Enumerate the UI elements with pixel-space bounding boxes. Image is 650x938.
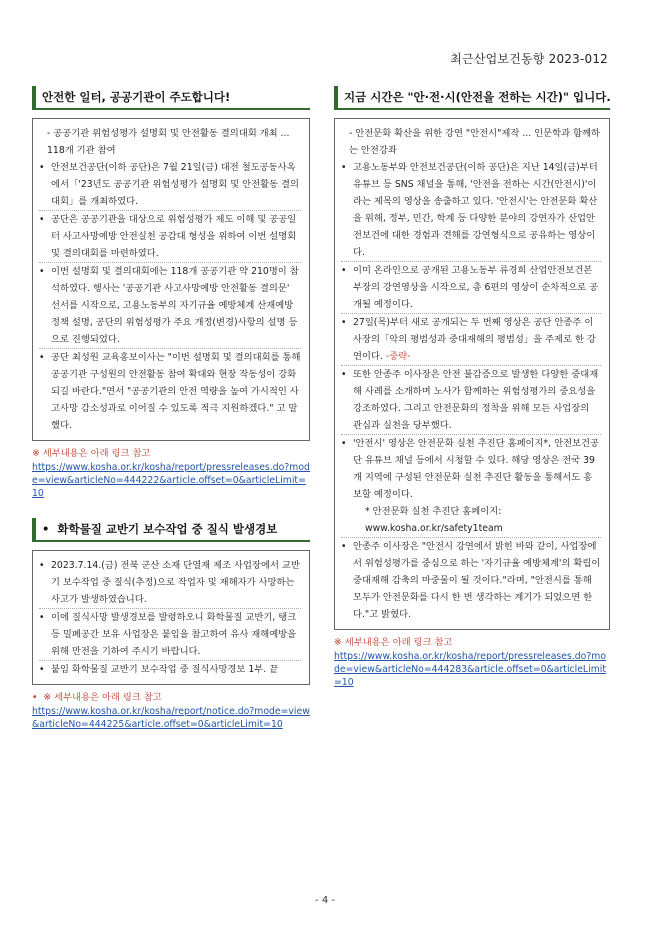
- list-item: • 이에 질식사망 발생경보를 발령하오니 화학물질 교반기, 탱크 등 밀폐공간 보유 사업장은 붙임을 참고하여 유사 재해예방을 위해 만전을 기하여 주시기 바랍니다.: [39, 608, 301, 660]
- press-release-link[interactable]: https://www.kosha.or.kr/kosha/report/pressreleases.do?mode=view&articleNo=444283&article.offset=0&articleLimit=10: [334, 651, 607, 688]
- article-box-safety-talk: [334, 118, 610, 630]
- footnote-url: www.kosha.or.kr/safety1team: [365, 523, 503, 534]
- article-box-public-safety: [32, 118, 310, 441]
- bullet-icon: •: [39, 214, 45, 225]
- bullet-icon: •: [42, 522, 50, 536]
- bullet-icon: •: [341, 369, 347, 380]
- bullet-icon: •: [32, 692, 38, 703]
- list-item: • 27일(목)부터 새로 공개되는 두 번째 영상은 공단 안종주 이사장의「악의 평범성과 중대재해의 평범성」을 주제로 한 강연이다. -중략-: [341, 313, 601, 365]
- notice-link[interactable]: https://www.kosha.or.kr/kosha/report/notice.do?mode=view&articleNo=444225&article.offset=0&articleLimit=10: [32, 706, 310, 730]
- page-number: - 4 -: [315, 895, 335, 906]
- list-item: • 고용노동부와 안전보건공단(이하 공단)은 지난 14일(금)부터 유튜브 등 SNS 채널을 통해, '안전을 전하는 시간(안전시)'이라는 제목의 영상을 송출하고 있다. '안전시'는 안전문화 확산을 위해, 정부, 민간, 학계 등 다양한 분야의 강연자가 산업안전보건에 대한 경험과 견해를 강연형식으로 공유하는 영상이다.: [341, 159, 601, 261]
- omitted-marker: -중략-: [385, 351, 411, 362]
- detail-note: ※ 세부내용은 아래 링크 참고: [334, 637, 453, 648]
- list-item: • 공단은 공공기관을 대상으로 위험성평가 제도 이해 및 공공일터 사고사망예방 안전실천 공감대 형성을 위하여 이번 설명회 및 결의대회를 마련하였다.: [39, 210, 301, 262]
- list-item: • 이미 온라인으로 공개된 고용노동부 류경희 산업안전보건본부장의 강연영상을 시작으로, 총 6편의 영상이 순차적으로 공개될 예정이다.: [341, 261, 601, 313]
- article-intro: - 공공기관 위험성평가 설명회 및 안전활동 결의대회 개최 ... 118개 기관 참여: [47, 128, 290, 156]
- bullet-icon: •: [39, 266, 45, 277]
- article-box-suffocation-alert: [32, 550, 310, 685]
- section-title-suffocation-alert: • 화학물질 교반기 보수작업 중 질식 발생경보: [32, 518, 310, 542]
- list-item: • 안전보건공단(이하 공단)은 7월 21일(금) 대전 철도공동사옥에서「'23년도 공공기관 위험성평가 설명회 및 안전활동 결의대회」를 개최하였다.: [39, 159, 301, 210]
- bullet-icon: •: [39, 352, 45, 363]
- list-item: • 2023.7.14.(금) 전북 군산 소재 단열재 제조 사업장에서 교반기 보수작업 중 질식(추정)으로 작업자 및 재해자가 사망하는 사고가 발생하였습니다.: [39, 557, 301, 608]
- bullet-icon: •: [39, 560, 45, 571]
- list-item: • 공단 최성원 교육홍보이사는 "이번 설명회 및 결의대회를 통해 공공기관 구성원의 안전활동 참여 확대와 현장 작동성이 강화되길 바란다."면서 "공공기관의 안전 역량을 높여 가시적인 사고사망 감소성과로 이어질 수 있도록 적극 지원하겠다." 고 말했다.: [39, 348, 301, 434]
- section-title-public-safety: 안전한 일터, 공공기관이 주도합니다!: [32, 86, 310, 110]
- bullet-icon: •: [39, 664, 45, 675]
- right-column: [334, 86, 610, 689]
- section-title-safety-talk: 지금 시간은 "안·전·시(안전을 전하는 시간)" 입니다.: [334, 86, 610, 110]
- bullet-list: [39, 159, 301, 434]
- bullet-icon: •: [341, 317, 347, 328]
- footnote-label: * 안전문화 실천 추진단 홈페이지:: [365, 506, 502, 517]
- bullet-icon: •: [341, 541, 347, 552]
- bullet-icon: •: [341, 162, 347, 173]
- article-intro: - 안전문화 확산을 위한 강연 "안전시"제작 ... 인문학과 함께하는 안전강좌: [349, 128, 600, 156]
- detail-note: ※ 세부내용은 아래 링크 참고: [32, 448, 151, 459]
- list-item: • 안종주 이사장은 "안전시 강연에서 밝힌 바와 같이, 사업장에서 위험성평가를 중심으로 하는 '자기규율 예방체계'의 확립이 중대재해 감축의 마중물이 될 것이다."라며, "안전시를 통해 모두가 안전문화를 다시 한 번 생각하는 계기가 되었으면 한다."고 밝혔다.: [341, 537, 601, 623]
- left-column: [32, 86, 310, 731]
- detail-note: • ※ 세부내용은 아래 링크 참고: [32, 692, 162, 703]
- press-release-link[interactable]: https://www.kosha.or.kr/kosha/report/pressreleases.do?mode=view&articleNo=444222&article.offset=0&articleLimit=10: [32, 462, 310, 499]
- bullet-icon: •: [39, 162, 45, 173]
- bullet-list: [39, 557, 301, 678]
- list-item: • '안전시' 영상은 안전문화 실천 추진단 홈페이지*, 안전보건공단 유튜브 채널 등에서 시청할 수 있다. 해당 영상은 전국 39개 지역에 구성된 안전문화 실천 추진단 활동을 통해서도 홍보할 예정이다. * 안전문화 실천 추진단 홈페이지: www.kosha.or.kr/safety1team: [341, 434, 601, 537]
- list-item: • 붙임 화학물질 교반기 보수작업 중 질식사망경보 1부. 끝: [39, 660, 301, 678]
- list-item: • 또한 안종주 이사장은 안전 불감증으로 발생한 다양한 중대재해 사례를 소개하며 노사가 함께하는 위험성평가의 중요성을 강조하였다. 그리고 안전문화의 정착을 위해 모든 사업장의 관심과 실천을 당부했다.: [341, 365, 601, 434]
- bullet-icon: •: [341, 265, 347, 276]
- bullet-icon: •: [341, 438, 347, 449]
- bullet-list: [341, 159, 601, 623]
- page-header: 최근산업보건동향 2023-012: [450, 52, 608, 66]
- list-item: • 이번 설명회 및 결의대회에는 118개 공공기관 약 210명이 참석하였다. 행사는 '공공기관 사고사망예방 안전활동 결의문' 선서를 시작으로, 고용노동부의 자기규율 예방체계 산재예방정책 설명, 공단의 위험성평가 주요 개정(변경)사항의 설명 등으로 진행되었다.: [39, 262, 301, 348]
- bullet-icon: •: [39, 612, 45, 623]
